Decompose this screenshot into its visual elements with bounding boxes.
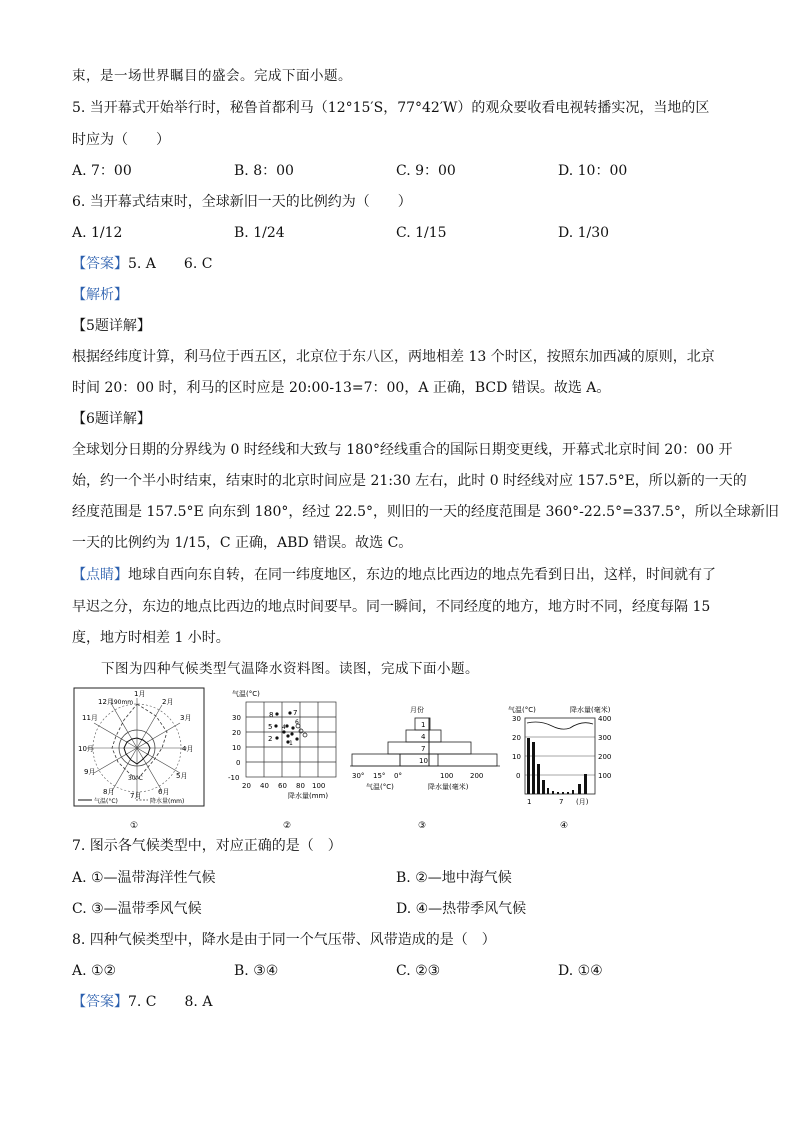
fig2-point-5: 5 bbox=[268, 723, 273, 731]
fig1-month-11: 11月 bbox=[82, 714, 98, 722]
q5-detail-line2: 时间 20：00 时，利马的区时应是 20:00-13=7：00，A 正确，BCD 错误。故选 A。 bbox=[72, 380, 611, 396]
q8-option-c: C. ②③ bbox=[396, 963, 441, 979]
fig4-xtick-7: 7 bbox=[559, 798, 564, 806]
q7-option-c: C. ③—温带季风气候 bbox=[72, 901, 202, 917]
fig1-scale-outer: 190mm bbox=[110, 699, 134, 706]
fig2-ytick-0: 0 bbox=[236, 759, 241, 767]
question-8: 8. 四种气候类型中，降水是由于同一个气压带、风带造成的是（ ） bbox=[72, 932, 496, 948]
fig3-left-tick-15: 15° bbox=[373, 772, 386, 780]
fig1-month-5: 5月 bbox=[176, 772, 188, 780]
q6-option-b: B. 1/24 bbox=[234, 225, 285, 241]
fig3-row-4: 4 bbox=[421, 733, 426, 741]
climate-figures bbox=[70, 684, 650, 834]
answer-5-6 bbox=[72, 254, 212, 274]
fig2-ytick-neg10: -10 bbox=[228, 774, 240, 782]
question-7: 7. 图示各气候类型中，对应正确的是（ ） bbox=[72, 838, 342, 854]
fig1-legend-temp: 气温(°C) bbox=[94, 798, 118, 805]
fig1-month-10: 10月 bbox=[78, 745, 94, 753]
fig4-left-tick-30: 30 bbox=[512, 715, 521, 723]
q6-detail-line4: 一天的比例约为 1/15，C 正确，ABD 错误。故选 C。 bbox=[72, 535, 413, 551]
fig2-ytick-20: 20 bbox=[232, 729, 241, 737]
fig3-top-label: 月份 bbox=[410, 706, 424, 714]
figure-intro: 下图为四种气候类型气温降水资料图。读图，完成下面小题。 bbox=[101, 661, 479, 677]
explain-tag: 【解析】 bbox=[72, 287, 128, 303]
fig4-left-tick-20: 20 bbox=[512, 734, 521, 742]
fig2-xtick-60: 60 bbox=[278, 782, 287, 790]
q5-option-b: B. 8：00 bbox=[234, 163, 294, 179]
fig4-left-label: 气温(°C) bbox=[508, 706, 536, 714]
answer-7-8 bbox=[72, 992, 212, 1012]
question-5-line2: 时应为（ ） bbox=[72, 132, 170, 148]
answer-tag-2: 【答案】 bbox=[72, 994, 128, 1010]
fig4-right-tick-400: 400 bbox=[598, 715, 612, 723]
fig1-scale-inner: 30°C bbox=[128, 775, 143, 782]
fig4-left-tick-0: 0 bbox=[516, 772, 521, 780]
figure-3-pyramid bbox=[350, 705, 500, 831]
tip-line2: 早迟之分，东边的地点比西边的地点时间要早。同一瞬间，不同经度的地方，地方时不同，经度每隔 15 bbox=[72, 599, 711, 615]
tip-tag: 【点睛】 bbox=[72, 567, 128, 583]
q6-detail-line1: 全球划分日期的分界线为 0 时经线和大致与 180°经线重合的国际日期变更线，开幕式北京时间 20：00 开 bbox=[72, 442, 733, 458]
fig2-point-4: 4 bbox=[282, 724, 286, 731]
tip-line1 bbox=[72, 565, 716, 585]
fig2-ylabel: 气温(°C) bbox=[232, 690, 260, 698]
question-6: 6. 当开幕式结束时，全球新旧一天的比例约为（ ） bbox=[72, 194, 412, 210]
answer-values: 5. A 6. C bbox=[128, 256, 213, 272]
fig4-left-tick-10: 10 bbox=[512, 753, 521, 761]
fig3-right-label: 降水量(毫米) bbox=[428, 783, 469, 791]
fig1-month-3: 3月 bbox=[180, 714, 192, 722]
fig1-month-12: 12月 bbox=[98, 698, 114, 706]
fig4-right-label: 降水量(毫米) bbox=[570, 706, 611, 714]
q8-option-b: B. ③④ bbox=[234, 963, 279, 979]
fig3-right-tick-100: 100 bbox=[440, 772, 454, 780]
q6-detail-line2: 始，约一个半小时结束，结束时的北京时间应是 21:30 左右，此时 0 时经线对应 157.5°E，所以新的一天的 bbox=[72, 473, 747, 489]
q8-option-a: A. ①② bbox=[72, 963, 117, 979]
answer-tag: 【答案】 bbox=[72, 256, 128, 272]
q6-detail-line3: 经度范围是 157.5°E 向东到 180°，经过 22.5°，则旧的一天的经度范围是 360°-22.5°=337.5°，所以全球新旧 bbox=[72, 504, 779, 520]
fig1-month-9: 9月 bbox=[84, 768, 96, 776]
q6-detail-heading: 【6题详解】 bbox=[72, 411, 151, 427]
fig2-xtick-100: 100 bbox=[312, 782, 326, 790]
q8-option-d: D. ①④ bbox=[558, 963, 603, 979]
q5-detail-heading: 【5题详解】 bbox=[72, 318, 151, 334]
q5-option-a: A. 7：00 bbox=[72, 163, 132, 179]
fig3-right-tick-200: 200 bbox=[470, 772, 484, 780]
fig2-point-6: 6 bbox=[295, 719, 299, 726]
fig2-ytick-30: 30 bbox=[232, 714, 241, 722]
figure-label-1: ① bbox=[130, 821, 139, 831]
q5-detail-line1: 根据经纬度计算，利马位于西五区，北京位于东八区，两地相差 13 个时区，按照东加西减的原则，北京 bbox=[72, 349, 715, 365]
fig2-xtick-40: 40 bbox=[260, 782, 269, 790]
figure-label-2: ② bbox=[283, 821, 292, 831]
fig1-month-6: 6月 bbox=[158, 788, 170, 796]
q7-option-a: A. ①—温带海洋性气候 bbox=[72, 870, 216, 886]
answer-values-2: 7. C 8. A bbox=[128, 994, 213, 1010]
q5-option-c: C. 9：00 bbox=[396, 163, 456, 179]
fig3-left-label: 气温(°C) bbox=[366, 783, 394, 791]
fig1-month-8: 8月 bbox=[103, 788, 115, 796]
question-5-line1: 5. 当开幕式开始举行时，秘鲁首都利马（12°15′S，77°42′W）的观众要收看电视转播实况，当地的区 bbox=[72, 100, 710, 116]
fig2-point-1: 1 bbox=[289, 740, 293, 747]
fig3-left-tick-0: 0° bbox=[394, 772, 402, 780]
figure-label-3: ③ bbox=[418, 821, 427, 831]
fig2-xtick-20: 20 bbox=[242, 782, 251, 790]
figure-label-4: ④ bbox=[560, 821, 569, 831]
fig3-row-10: 10 bbox=[419, 757, 428, 765]
fig4-right-tick-300: 300 bbox=[598, 734, 612, 742]
fig3-row-1: 1 bbox=[421, 721, 426, 729]
fig1-month-2: 2月 bbox=[162, 698, 174, 706]
fig4-right-tick-100: 100 bbox=[598, 772, 612, 780]
fig2-xtick-80: 80 bbox=[296, 782, 305, 790]
fig2-point-2: 2 bbox=[268, 735, 273, 743]
intro-tail: 束，是一场世界瞩目的盛会。完成下面小题。 bbox=[72, 68, 352, 84]
fig2-xlabel: 降水量(mm) bbox=[288, 792, 329, 800]
fig4-right-tick-200: 200 bbox=[598, 753, 612, 761]
q6-option-a: A. 1/12 bbox=[72, 225, 123, 241]
q7-option-b: B. ②—地中海气候 bbox=[396, 870, 512, 886]
fig2-point-8: 8 bbox=[269, 711, 274, 719]
figure-2-scatter bbox=[228, 689, 336, 831]
fig2-point-7: 7 bbox=[293, 709, 298, 717]
q6-option-d: D. 1/30 bbox=[558, 225, 610, 241]
fig2-ytick-10: 10 bbox=[232, 744, 241, 752]
fig1-month-4: 4月 bbox=[182, 745, 194, 753]
fig1-month-7: 7月 bbox=[130, 792, 142, 800]
q5-option-d: D. 10：00 bbox=[558, 163, 628, 179]
fig1-month-1: 1月 bbox=[134, 690, 146, 698]
figure-4-climograph bbox=[508, 705, 611, 831]
fig3-row-7: 7 bbox=[421, 745, 426, 753]
figure-1-polar-chart bbox=[74, 688, 204, 831]
q7-option-d: D. ④—热带季风气候 bbox=[396, 901, 527, 917]
fig4-xunit: (月) bbox=[576, 798, 589, 806]
fig3-left-tick-30: 30° bbox=[352, 772, 365, 780]
q6-option-c: C. 1/15 bbox=[396, 225, 447, 241]
tip-line3: 度，地方时相差 1 小时。 bbox=[72, 630, 230, 646]
tip-text1: 地球自西向东自转，在同一纬度地区，东边的地点比西边的地点先看到日出，这样，时间就有了 bbox=[128, 567, 716, 583]
fig4-xtick-1: 1 bbox=[527, 798, 532, 806]
fig1-legend-precip: 降水量(mm) bbox=[150, 798, 185, 805]
